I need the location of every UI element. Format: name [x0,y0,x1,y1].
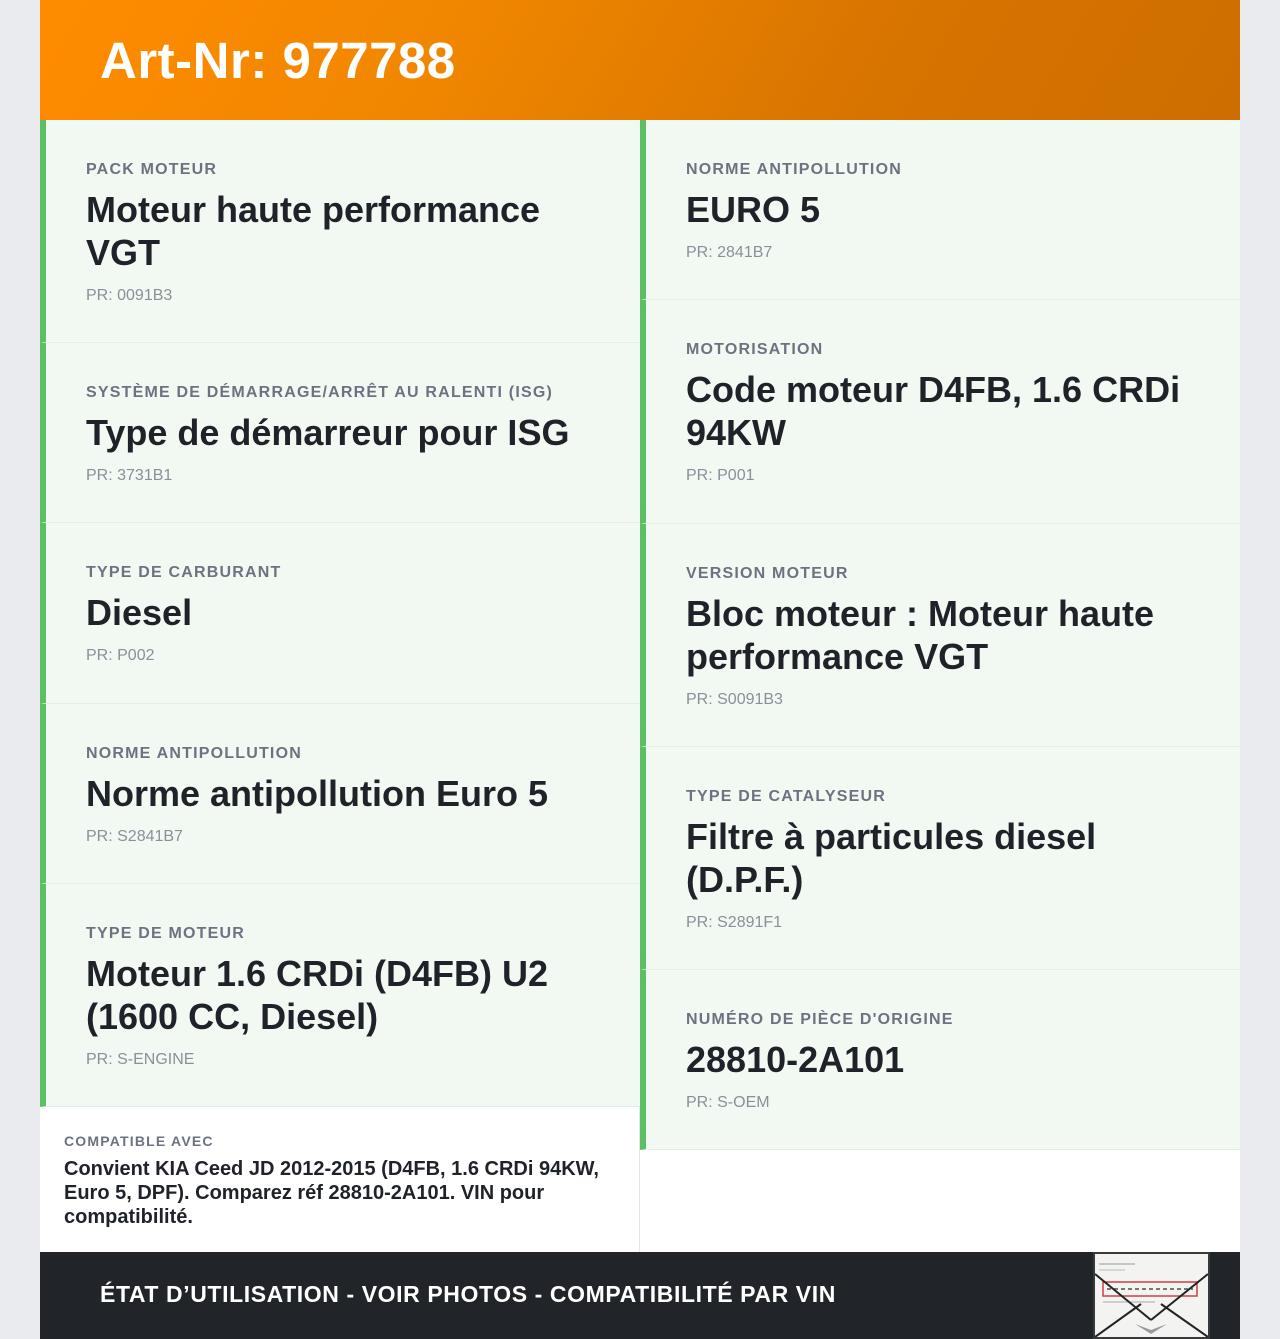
spec-column-left [40,120,640,1107]
spec-card [40,704,640,884]
spec-pr-code: PR: S2891F1 [686,914,783,931]
article-number-title: Art-Nr: 977788 [100,31,456,89]
spec-label: NUMÉRO DE PIÈCE D'ORIGINE [686,1011,954,1028]
spec-label: SYSTÈME DE DÉMARRAGE/ARRÊT AU RALENTI (ISG) [86,384,554,401]
spec-card [40,120,640,343]
spec-card [40,343,640,523]
document-envelope-icon [1095,1254,1208,1337]
spec-pr-code: PR: P002 [86,647,155,664]
footer-text: ÉTAT D’UTILISATION - VOIR PHOTOS - COMPATIBILITÉ PAR VIN [100,1281,836,1307]
spec-card [40,523,640,704]
spec-label: TYPE DE CATALYSEUR [686,788,886,805]
spec-label: NORME ANTIPOLLUTION [686,161,902,178]
spec-pr-code: PR: S0091B3 [686,691,783,708]
spec-pr-code: PR: 3731B1 [86,467,173,484]
spec-value: Norme antipollution Euro 5 [86,773,549,814]
compatibility-label: COMPATIBLE AVEC [64,1133,214,1149]
spec-pr-code: PR: S-ENGINE [86,1051,195,1068]
footer-bar [40,1252,1240,1339]
compatibility-text: Convient KIA Ceed JD 2012-2015 (D4FB, 1.6 CRDi 94KW, Euro 5, DPF). Comparez réf 28810-2A101. VIN pour compatibilité. [64,1158,599,1228]
spec-pr-code: PR: P001 [686,467,755,484]
spec-card [640,524,1240,747]
spec-grid [40,120,1240,1252]
spec-value: Moteur haute performance VGT [86,189,541,273]
spec-pr-code: PR: 0091B3 [86,287,173,304]
compatibility-box [40,1107,640,1252]
spec-label: MOTORISATION [686,341,824,358]
spec-card [640,120,1240,300]
spec-value: Diesel [86,592,193,633]
spec-card [40,884,640,1107]
vin-document-thumbnail[interactable] [1093,1252,1210,1339]
spec-value: Type de démarreur pour ISG [86,412,570,453]
spec-card [640,300,1240,524]
spec-pr-code: PR: 2841B7 [686,244,773,261]
spec-pr-code: PR: S2841B7 [86,828,183,845]
spec-value: Bloc moteur : Moteur haute performance VGT [686,593,1155,677]
spec-value: 28810-2A101 [686,1039,905,1080]
spec-label: PACK MOTEUR [86,161,218,178]
spec-label: VERSION MOTEUR [686,565,849,582]
page [40,0,1240,1339]
spec-pr-code: PR: S-OEM [686,1094,770,1111]
spec-card [640,747,1240,970]
spec-value: EURO 5 [686,189,821,230]
header [40,0,1240,120]
spec-value: Filtre à particules diesel (D.P.F.) [686,816,1097,900]
spec-card [640,970,1240,1150]
spec-value: Moteur 1.6 CRDi (D4FB) U2 (1600 CC, Diesel) [86,953,549,1037]
spec-label: TYPE DE MOTEUR [86,925,246,942]
spec-column-right [640,120,1240,1150]
spec-value: Code moteur D4FB, 1.6 CRDi 94KW [686,369,1181,453]
spec-label: TYPE DE CARBURANT [86,564,282,581]
spec-label: NORME ANTIPOLLUTION [86,745,302,762]
